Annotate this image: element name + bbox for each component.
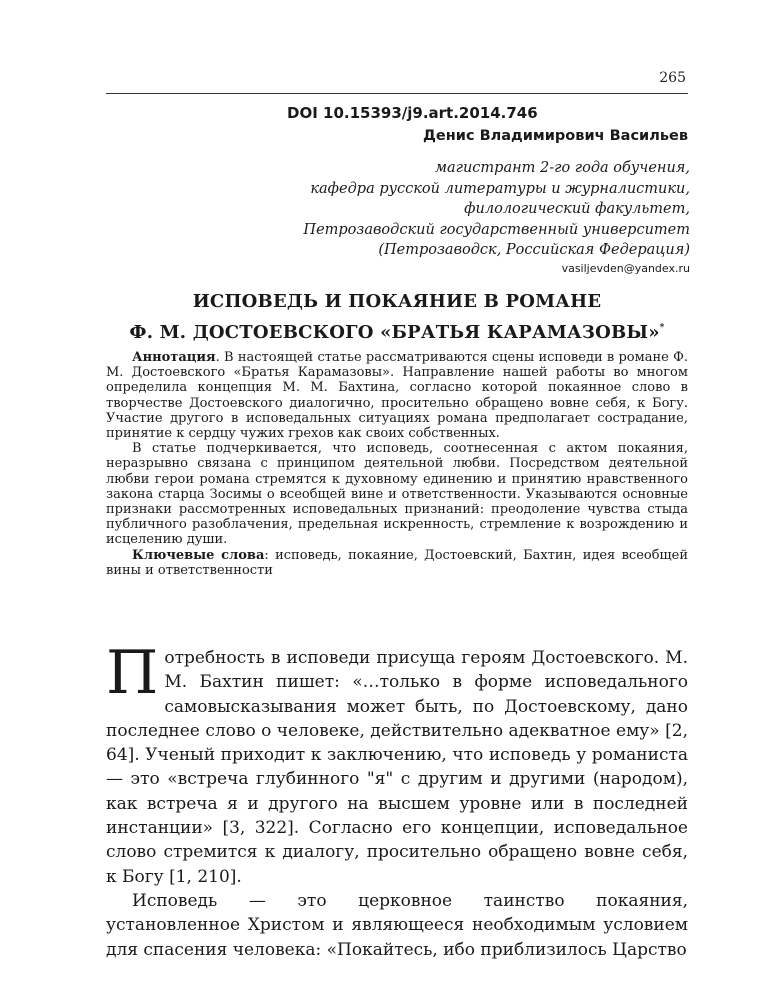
affiliation-line: (Петрозаводск, Российская Федерация) [378, 242, 690, 258]
article-body [106, 638, 688, 962]
abstract-label: Аннотация [132, 350, 216, 365]
affiliation-line: Петрозаводский государственный университет [303, 221, 690, 238]
abstract-paragraph-2: В статье подчеркивается, что исповедь, соотнесенная с актом покаяния, неразрывно связана с принципом деятельной любви. Посредством деятельной любви герои романа стремятся к духовному единению и принятию нравственного закона старца Зосимы о всеобщей вине и ответственности. Указываются основные признаки рассмотренных исповедальных признаний: преодоление чувства стыда публичного разоблачения, предельная искренность, стремление к возрождению и исцелению души. [106, 441, 688, 548]
keywords-label: Ключевые слова [132, 547, 265, 563]
abstract [106, 350, 688, 578]
author-email: vasiljevden@yandex.ru [561, 261, 690, 275]
title-line-2: Ф. М. ДОСТОЕВСКОГО «БРАТЬЯ КАРАМАЗОВЫ»* [129, 322, 665, 343]
body-paragraph-2: Исповедь — это церковное таинство покаяния, установленное Христом и являющееся необходимым условием для спасения человека: «Покайтесь, ибо приблизилось Царство [106, 890, 688, 960]
abstract-paragraph-1: Аннотация. В настоящей статье рассматриваются сцены исповеди в романе Ф. М. Достоевского «Братья Карамазовы». Направление нашей работы во многом определила концепция М. М. Бахтина, согласно которой покаянное слово в творчестве Достоевского диалогично, просительно обращено вовне себя, к Богу. Участие другого в исповедальных ситуациях романа предполагает сострадание, принятие к сердцу чужих грехов как своих собственных. [106, 350, 688, 442]
footnote-mark: * [659, 323, 665, 333]
affiliation-line: магистрант 2-го года обучения, [434, 160, 690, 176]
drop-cap: П [106, 638, 159, 708]
author-affiliation [230, 158, 690, 277]
header-rule [106, 93, 688, 94]
affiliation-line: филологический факультет, [464, 201, 690, 217]
affiliation-line: кафедра русской литературы и журналистики, [310, 180, 690, 197]
author-name: Денис Владимирович Васильев [423, 128, 688, 144]
article-title [106, 289, 688, 346]
doi: DOI 10.15393/j9.art.2014.746 [287, 104, 538, 122]
keywords: Ключевые слова: исповедь, покаяние, Достоевский, Бахтин, идея всеобщей вины и ответственности [106, 547, 688, 578]
page-number: 265 [659, 70, 686, 86]
body-paragraph-1: Потребность в исповеди присуща героям Достоевского. М. М. Бахтин пишет: «…только в форме исповедального самовысказывания может быть, по Достоевскому, дано последнее слово о человеке, действительно адекватное ему» [2, 64]. Ученый приходит к заключению, что исповедь у романиста — это «встреча глубинного "я" с другим и другими (народом), как встреча я и другого на высшем уровне или в последней инстанции» [3, 322]. Согласно его концепции, исповедальное слово стремится к диалогу, просительно обращено вовне себя, к Богу [1, 210]. [106, 638, 688, 887]
title-line-1: ИСПОВЕДЬ И ПОКАЯНИЕ В РОМАНЕ [192, 291, 602, 312]
